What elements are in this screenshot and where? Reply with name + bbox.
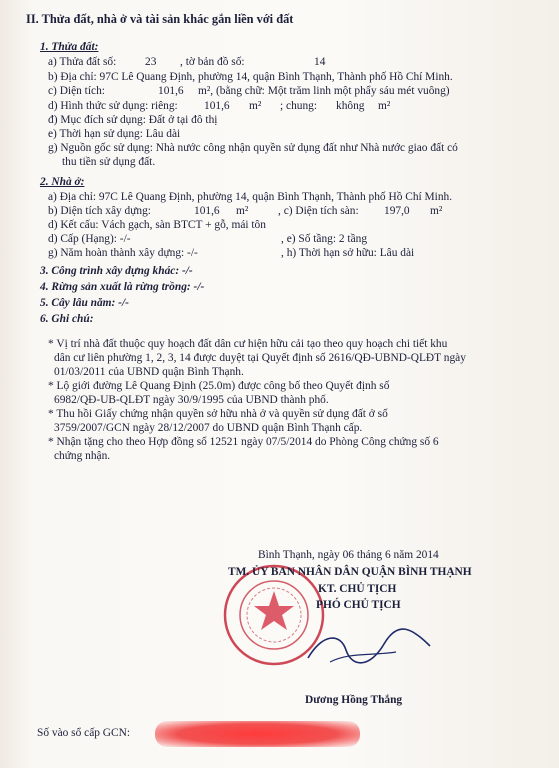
land-area-value: 101,6 [158,85,184,97]
note-line: chứng nhận. [54,450,111,462]
note-line: * Lộ giới đường Lê Quang Định (25.0m) được công bố theo Quyết định số [48,380,390,392]
house-floors: , e) Số tầng: 2 tầng [281,233,368,245]
section-perennial: 5. Cây lâu năm: -/- [40,297,129,309]
note-line: dân cư liên phường 1, 2, 3, 14 được duyệt tại Quyết định số 2616/QĐ-UBND-QLĐT ngày [54,352,466,364]
house-build-area-unit: m² [236,205,249,217]
house-floor-area-label: , c) Diện tích sàn: [278,205,359,217]
place-date: Bình Thạnh, ngày 06 tháng 6 năm 2014 [258,549,439,561]
house-address: a) Địa chỉ: 97C Lê Quang Định, phường 14, quận Bình Thạnh, Thành phố Hồ Chí Minh. [48,191,453,203]
land-map-label: , tờ bản đồ số: [180,56,245,68]
house-title: 2. Nhà ở: [40,176,85,188]
land-area-words: m², (bằng chữ: Một trăm linh một phẩy sáu mét vuông) [198,85,450,97]
house-grade: d) Cấp (Hạng): -/- [48,233,131,245]
land-origin: g) Nguồn gốc sử dụng: Nhà nước công nhận quyền sử dụng đất như Nhà nước giao đất có [48,142,458,154]
land-usage-private-unit: m² [249,100,262,112]
land-plot-number: 23 [145,56,157,68]
land-map-number: 14 [314,56,326,68]
land-usage-shared-unit: m² [378,100,391,112]
house-completion-year: g) Năm hoàn thành xây dựng: -/- [48,247,198,259]
land-origin-cont: thu tiền sử dụng đất. [62,156,156,168]
note-line: 01/03/2011 của UBND quận Bình Thạnh. [54,366,244,378]
org-name: TM. ỦY BAN NHÂN DÂN QUẬN BÌNH THẠNH [228,566,472,578]
land-title: 1. Thửa đất: [40,41,99,53]
land-usage-shared-label: ; chung: [280,100,318,112]
note-line: * Nhận tặng cho theo Hợp đồng số 12521 ngày 07/5/2014 do Phòng Công chứng số 6 [48,436,439,448]
house-floor-area-unit: m² [430,205,443,217]
section-other-structures: 3. Công trình xây dựng khác: -/- [40,265,193,277]
land-address: b) Địa chỉ: 97C Lê Quang Định, phường 14, quận Bình Thạnh, Thành phố Hồ Chí Minh. [48,71,453,83]
house-ownership-term: , h) Thời hạn sở hữu: Lâu dài [281,247,415,259]
house-build-area-label: b) Diện tích xây dựng: [48,205,151,217]
vice-chairman-title: PHÓ CHỦ TỊCH [316,599,401,611]
note-line: 3759/2007/GCN ngày 28/12/2007 do UBND quận Bình Thạnh cấp. [54,422,363,434]
house-floor-area-value: 197,0 [384,205,410,217]
section-notes: 6. Ghi chú: [40,313,94,325]
section-forest: 4. Rừng sản xuất là rừng trồng: -/- [40,281,205,293]
land-term: e) Thời hạn sử dụng: Lâu dài [48,128,181,140]
section-heading: II. Thửa đất, nhà ở và tài sản khác gắn liền với đất [26,12,294,26]
note-line: * Vị trí nhà đất thuộc quy hoạch đất dân cư hiện hữu cải tạo theo quy hoạch chi tiết khu [48,338,448,350]
land-usage-shared-value: không [336,100,365,112]
house-structure: d) Kết cấu: Vách gạch, sàn BTCT + gỗ, mái tôn [48,219,266,231]
land-usage-form-label: d) Hình thức sử dụng: riêng: [48,100,178,112]
land-plot-label: a) Thửa đất số: [48,56,117,68]
house-build-area-value: 101,6 [194,205,220,217]
note-line: * Thu hồi Giấy chứng nhận quyền sở hữu nhà ở và quyền sử dụng đất ở số [48,408,388,420]
land-purpose: đ) Mục đích sử dụng: Đất ở tại đô thị [48,114,218,126]
land-area-label: c) Diện tích: [48,85,105,97]
footer-label: Số vào sổ cấp GCN: [37,727,131,739]
note-line: 6982/QĐ-UB-QLĐT ngày 30/9/1995 của UBND thành phố. [54,394,329,406]
signer-name: Dương Hồng Thắng [305,694,403,706]
signature-icon [300,622,440,674]
kt-title: KT. CHỦ TỊCH [318,583,397,595]
redacted-serial [155,721,360,747]
land-usage-private: 101,6 [204,100,230,112]
